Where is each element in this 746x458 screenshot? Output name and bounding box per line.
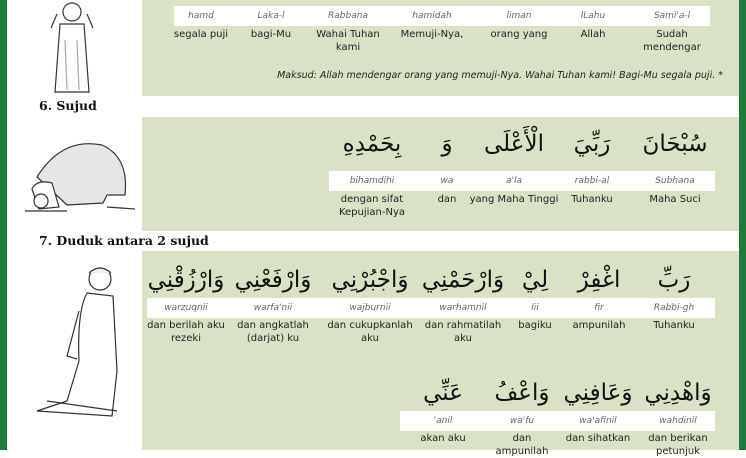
heading-sujud-label: 6. Sujud [39,98,97,113]
word-meaning: segala puji [173,29,229,40]
word-meaning: dan rahmatilah aku [424,320,502,344]
word-column [325,265,415,355]
word-meaning: orang yang [490,29,548,40]
arabic-word: وَ [441,131,453,157]
word-column [515,265,555,355]
section-duduk [7,251,739,457]
word-meaning: Tuhanku [653,320,695,331]
word-meaning: Wahai Tuhan kami [316,29,380,53]
left-border [0,0,7,450]
transliteration: Laka-l [257,11,285,21]
right-border [739,0,746,450]
arabic-word: رَبِّ [657,267,691,293]
word-column [639,378,717,457]
word-meaning: dan sihatkan [565,433,631,444]
word-meaning: akan aku [420,433,466,444]
word-meaning: Sudah mendengar [643,29,701,53]
section-sujud [7,117,739,231]
word-column [633,6,711,66]
sujud-illustration [7,117,142,231]
word-column [469,129,559,229]
arabic-word: سُبْحَانَ [642,131,708,157]
word-meaning: dan berilah aku rezeki [147,320,225,344]
arabic-word: عَنِّي [423,380,463,406]
arabic-word: رَبِّيَ [573,131,611,157]
transliteration: Rabbana [328,11,368,21]
transliteration: lLahu [580,11,606,21]
word-meaning: dengan sifat Kepujian-Nya [338,194,406,218]
transliteration: hamidah [412,11,452,21]
word-meaning: dan cukupkanlah aku [327,320,413,344]
transliteration: Sami'a-l [653,11,691,21]
word-meaning: ampunilah [572,320,626,331]
word-meaning: Memuji-Nya, [400,29,464,40]
heading-sujud [7,98,739,114]
word-meaning: Allah [580,29,606,40]
arabic-word: وَاعْفُ [494,380,550,406]
transliteration: bihamdihi [349,176,395,186]
arabic-word: وَارْفَعْنِي [234,267,312,293]
duduk-illustration [7,251,142,450]
word-meaning: bagi-Mu [250,29,292,40]
transliteration: wa [440,176,454,186]
word-column [327,129,417,229]
word-meaning: dan berikan petunjuk [648,433,708,457]
word-meaning: yang Maha Tinggi [469,194,559,205]
word-meaning: dan angkatlah (darjat) ku [237,320,309,344]
word-column [419,265,507,355]
heading-duduk-label: 7. Duduk antara 2 sujud [39,233,209,248]
transliteration: warhamnil [439,303,487,313]
word-column [635,265,713,355]
word-column [557,129,627,229]
transliteration: warzuqnii [164,303,208,313]
word-column [233,265,313,355]
word-column [559,378,637,450]
word-column [239,6,303,66]
transliteration: wa'fu [509,416,535,426]
section-itidal [7,0,739,96]
transliteration: Rabbi-gh [653,303,695,313]
itidal-illustration [7,0,142,96]
arabic-word: بِحَمْدِهِ [342,131,402,157]
arabic-word: وَارْحَمْنِي [421,267,505,293]
transliteration: 'anil [433,416,453,426]
word-column [567,265,631,355]
transliteration: wahdinil [659,416,697,426]
arabic-word: وَارْزُقْنِي [147,267,225,293]
transliteration: lii [531,303,539,313]
transliteration: wa'afinil [579,416,617,426]
meaning-note: Maksud: Allah mendengar orang yang memuji-Nya. Wahai Tuhan kami! Bagi-Mu segala puji. * [277,70,723,81]
heading-duduk [7,233,739,249]
arabic-word: لِيْ [521,267,549,293]
transliteration: fir [594,303,604,313]
transliteration: liman [506,11,532,21]
word-meaning: Tuhanku [571,194,613,205]
arabic-word: اغْفِرْ [577,267,621,293]
transliteration: wajburnii [349,303,391,313]
transliteration: warfa'nii [253,303,293,313]
word-column [310,6,386,66]
word-column [147,265,225,355]
transliteration: Subhana [655,176,695,186]
transliteration: a'la [505,176,522,186]
arabic-word: وَاجْبُرْنِي [331,267,409,293]
transliteration: rabbi-al [574,176,610,186]
transliteration: hamd [188,11,214,21]
word-column [637,129,713,229]
word-meaning: dan ampunilah [495,433,549,457]
word-column [427,129,467,229]
arabic-word: وَعَافِنِي [563,380,633,406]
word-meaning: dan [437,194,457,205]
arabic-word: وَاهْدِنِي [644,380,712,406]
word-meaning: Maha Suci [649,194,701,205]
word-column [563,6,623,66]
word-column [407,378,479,450]
word-meaning: bagiku [518,320,552,331]
arabic-word: الْأَعْلَى [483,131,544,157]
word-column [167,6,235,66]
word-column [487,378,557,457]
word-column [479,6,559,66]
word-column [392,6,472,66]
